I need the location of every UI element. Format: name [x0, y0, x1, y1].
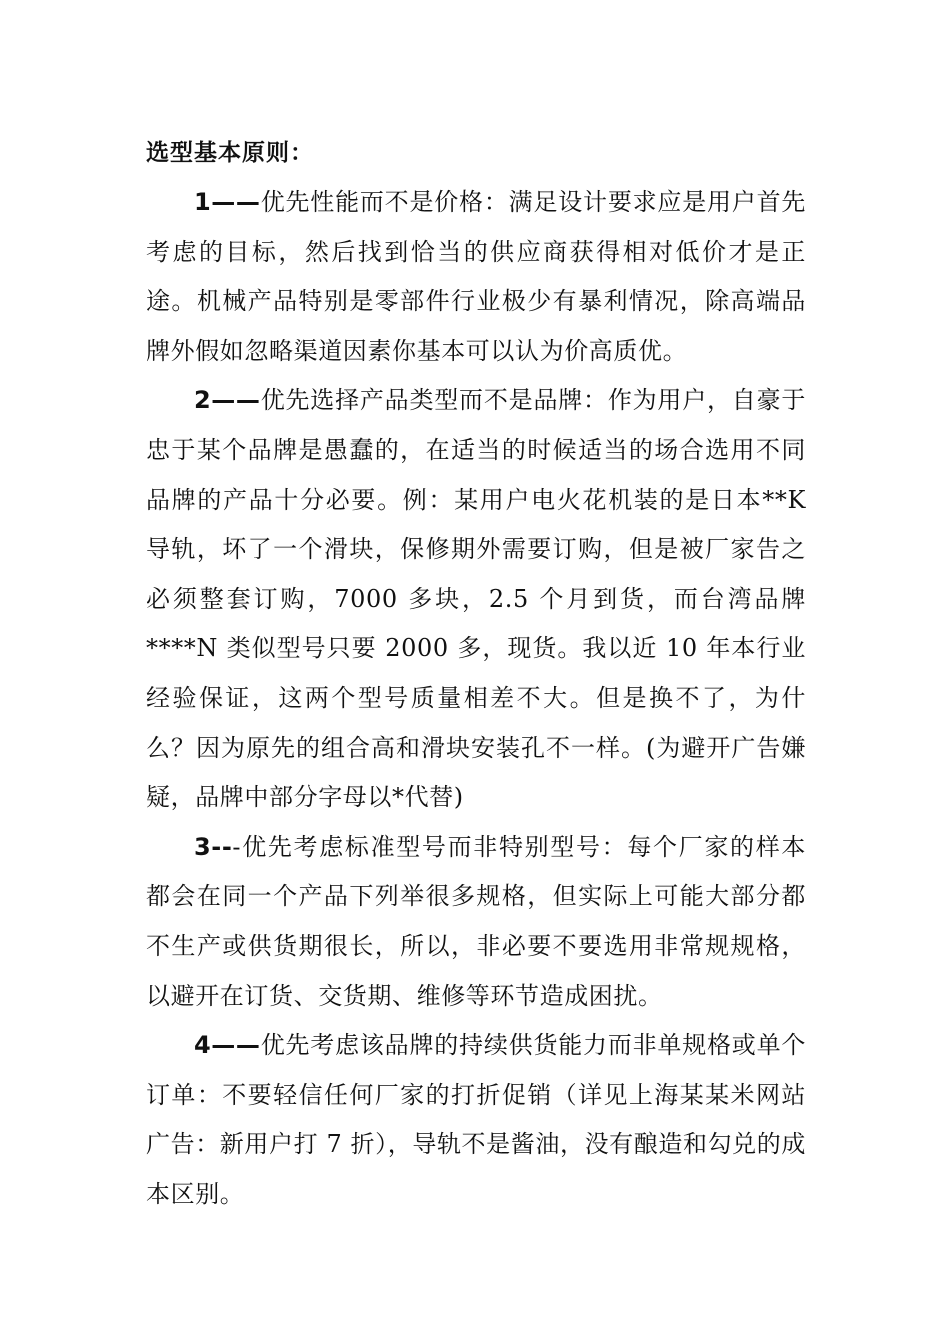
principle-paragraph-1 — [146, 178, 806, 376]
principle-number: 2—— — [194, 386, 261, 415]
section-heading: 选型基本原则： — [146, 140, 314, 166]
principle-number: 3-- — [194, 832, 233, 861]
principle-number: 1—— — [194, 188, 261, 216]
principle-text: 优先考虑该品牌的持续供货能力而非单规格或单个订单：不要轻信任何厂家的打折促销（详见上海某某米网站广告：新用户打 7 折），导轨不是酱油，没有酿造和勾兑的成本区别。 — [146, 1031, 806, 1208]
principle-paragraph-2 — [146, 376, 806, 822]
principle-paragraph-4 — [146, 1021, 806, 1219]
principle-text: 优先性能而不是价格：满足设计要求应是用户首先考虑的目标，然后找到恰当的供应商获得相对低价才是正途。机械产品特别是零部件行业极少有暴利情况，除高端品牌外假如忽略渠道因素你基本可以认为价高质优。 — [146, 188, 806, 365]
principle-paragraph-3 — [146, 823, 806, 1021]
principle-text: 优先选择产品类型而不是品牌：作为用户，自豪于忠于某个品牌是愚蠢的，在适当的时候适当的场合选用不同品牌的产品十分必要。例：某用户电火花机装的是日本**K 导轨，坏了一个滑块，保修期外需要订购，但是被厂家告之必须整套订购，7000 多块，2.5 个月到货，而台湾品牌****N 类似型号只要 2000 多，现货。我以近 10 年本行业经验保证，这两个型号质量相差不大。但是换不了，为什么？因为原先的组合高和滑块安装孔不一样。(为避开广告嫌疑，品牌中部分字母以*代替) — [146, 386, 806, 812]
document-page — [146, 128, 806, 1219]
principle-text: -优先考虑标准型号而非特别型号：每个厂家的样本都会在同一个产品下列举很多规格，但实际上可能大部分都不生产或供货期很长，所以，非必要不要选用非常规规格，以避开在订货、交货期、维修等环节造成困扰。 — [146, 832, 806, 1010]
principle-number: 4—— — [194, 1031, 261, 1060]
